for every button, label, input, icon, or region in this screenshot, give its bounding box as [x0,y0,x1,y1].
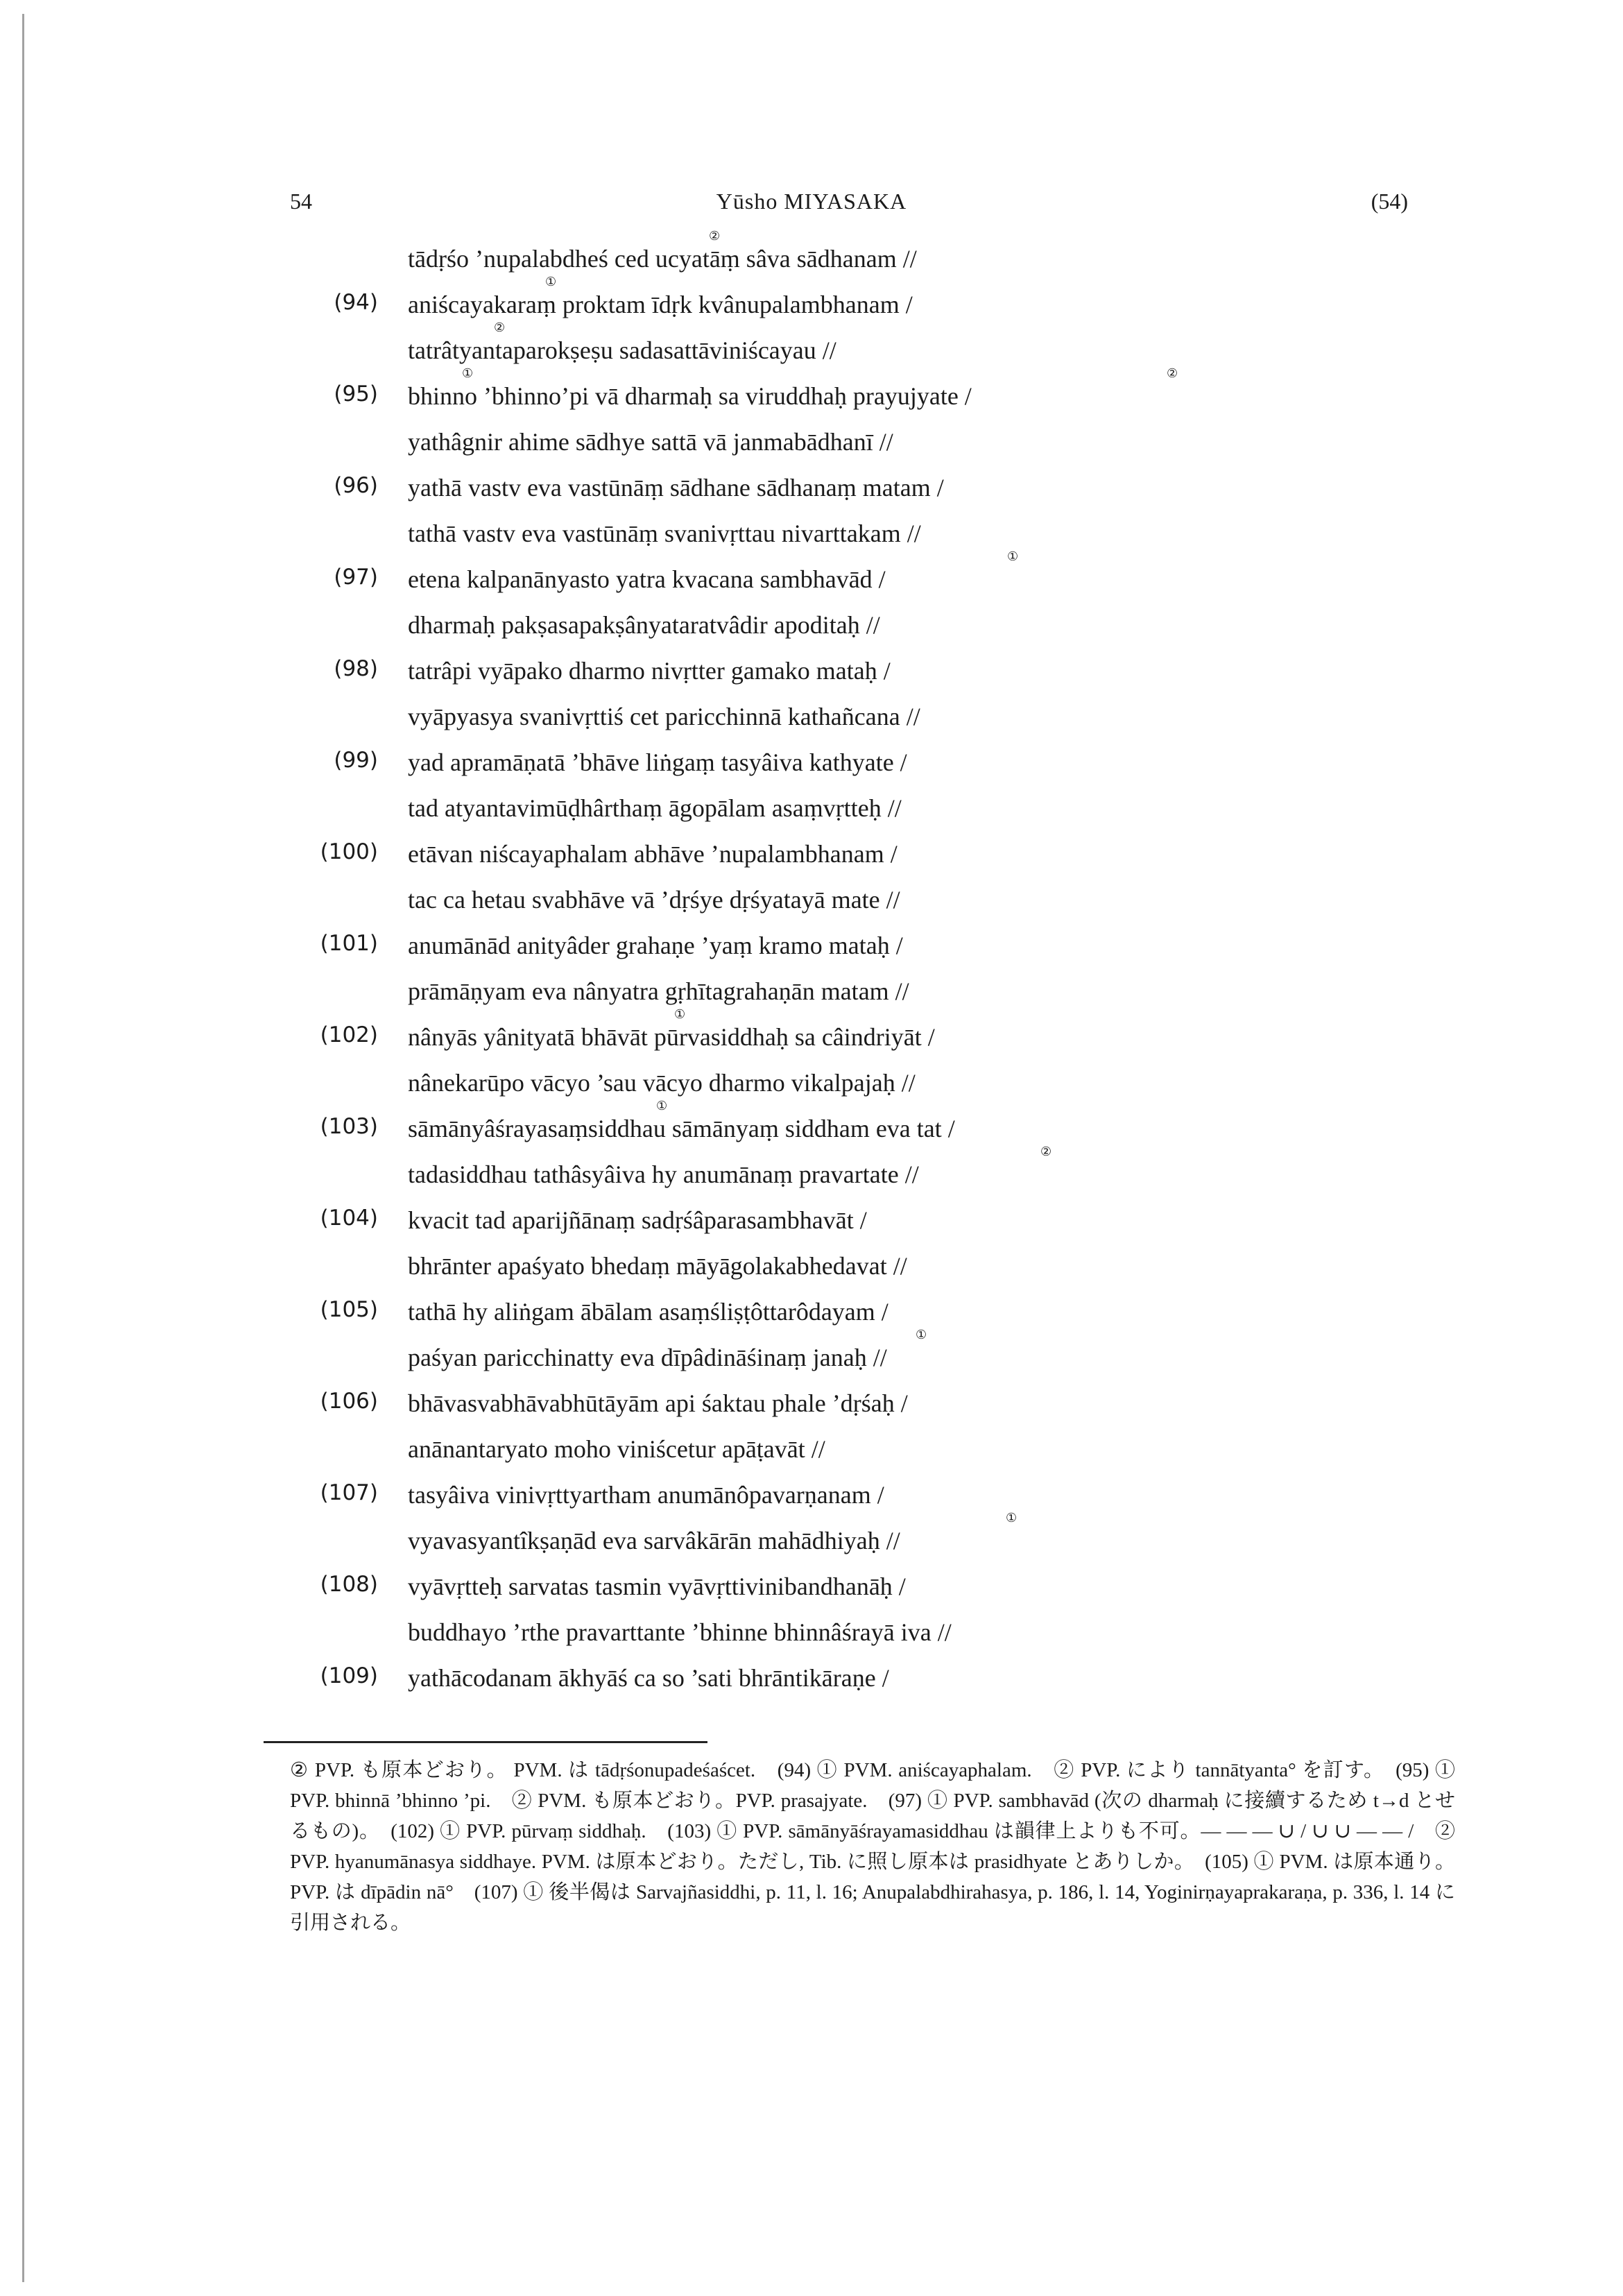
verse-line [0,968,1623,1011]
note-marker-circled-1: ① [656,1099,668,1113]
verse-number: (104) [320,1206,378,1231]
verse-number: (100) [320,839,378,864]
running-head-author: Yūsho MIYASAKA [716,189,907,214]
verse-text: paśyan paricchinatty eva dīpâdināśinaṃ janaḥ // [408,1344,887,1371]
verse-text: vyāpyasya svanivṛttiś cet paricchinnā kathañcana // [408,703,920,730]
verse-text: bhinno ’bhinno’pi vā dharmaḥ sa viruddhaḥ prayujyate / [408,382,972,410]
verse-line [0,1243,1623,1286]
note-marker-circled-1: ① [1007,549,1019,564]
note-marker-circled-1: ① [916,1328,927,1342]
verse-text: tathā vastv eva vastūnāṃ svanivṛttau nivarttakam // [408,520,921,547]
note-marker-circled-2: ② [709,229,721,243]
verse-line [0,1197,1623,1240]
verse-line [0,831,1623,874]
verse-number: (98) [334,656,378,681]
verse-line [0,1007,1623,1057]
verse-text: tādṛśo ’nupalabdheś ced ucyatāṃ sâva sādhanam // [408,245,917,273]
verse-text: nânyās yânityatā bhāvāt pūrvasiddhaḥ sa câindriyāt / [408,1023,935,1051]
verse-text: tathā hy aliṅgam ābālam asaṃśliṣṭôttarôdayam / [408,1298,888,1326]
verse-number: (102) [320,1022,378,1047]
verse-line [0,1609,1623,1652]
verse-text: tad atyantavimūḍhârthaṃ āgopālam asaṃvṛtteḥ // [408,794,902,822]
verse-line [0,1380,1623,1423]
verse-line [0,1426,1623,1469]
page-header [0,189,1623,223]
note-marker-circled-1: ① [462,366,474,381]
note-marker-circled-1: ① [1006,1511,1017,1525]
verse-number: (99) [334,748,378,773]
verse-text: bhrānter apaśyato bhedaṃ māyāgolakabhedavat // [408,1252,907,1280]
verse-text: vyavasyantîkṣaṇād eva sarvâkārān mahādhiyaḥ // [408,1527,900,1554]
verse-line [0,1472,1623,1515]
page-number-right: (54) [1371,189,1408,214]
footnote-rule [264,1741,707,1743]
verse-text: yathācodanam ākhyāś ca so ’sati bhrāntikāraṇe / [408,1664,889,1692]
verse-number: (94) [334,290,378,315]
verse-line [0,419,1623,462]
verse-line [0,694,1623,737]
verse-line [0,1328,1623,1378]
note-marker-circled-2: ② [1040,1145,1052,1159]
verse-text: anānantaryato moho viniścetur apāṭavāt // [408,1435,825,1463]
verse-line [0,1099,1623,1149]
verse-line [0,1289,1623,1332]
verse-text: aniścayakaraṃ proktam īdṛk kvânupalambhanam / [408,291,913,318]
verse-line [0,320,1623,370]
verse-text: yathā vastv eva vastūnāṃ sādhane sādhanaṃ matam / [408,474,944,502]
verse-number: (96) [334,473,378,498]
verse-text: sāmānyâśrayasaṃsiddhau sāmānyaṃ siddham eva tat / [408,1115,955,1142]
verse-line [0,877,1623,920]
note-marker-circled-1: ① [545,275,557,289]
verse-line [0,1511,1623,1561]
verse-text: etāvan niścayaphalam abhāve ’nupalambhanam / [408,840,898,868]
verse-number: (101) [320,931,378,956]
verse-line [0,366,1623,416]
verse-number: (109) [320,1663,378,1688]
verse-line [0,602,1623,645]
verse-line [0,511,1623,554]
verse-line [0,648,1623,691]
footnotes: ② PVP. も原本どおり。 PVM. は tādṛśonupadeśaścet. (94) ① PVM. aniścayaphalam. ② PVP. により tannātyanta° を訂す。 (95) ① PVP. bhinnā ’bhinno ’pi. ② PVM. も原本どおり。PVP. prasajyate. (97) ① PVP. sambhavād (次の dharmaḥ に接續するため t→d とせるもの)。 (102) ① PVP. pūrvaṃ siddhaḥ. (103) ① PVP. sāmānyāśrayamasiddhau は韻律上よりも不可。— — — ∪ / ∪ ∪ — — / ② PVP. hyanumānasya siddhaye. PVM. は原本どおり。ただし, Tib. に照し原本は prasidhyate とありしか。 (105) ① PVM. は原本通り。PVP. は dīpādin nā° (107) ① 後半偈は Sarvajñasiddhi, p. 11, l. 16; Anupalabdhirahasya, p. 186, l. 14, Yoginirṇayaprakaraṇa, p. 336, l. 14 に引用される。 [290,1759,1455,1934]
verse-line [0,1563,1623,1607]
verse-text: prāmāṇyam eva nânyatra gṛhītagrahaṇān matam // [408,977,909,1005]
verse-line [0,465,1623,508]
verse-text: nânekarūpo vācyo ’sau vācyo dharmo vikalpajaḥ // [408,1069,916,1097]
note-marker-circled-2: ② [1167,366,1178,381]
verse-text: kvacit tad aparijñānaṃ sadṛśâparasambhavāt / [408,1206,867,1234]
verse-text: buddhayo ’rthe pravarttante ’bhinne bhinnâśrayā iva // [408,1618,952,1646]
verse-text: tatrâtyantaparokṣeṣu sadasattāviniścayau // [408,336,836,364]
verse-text: etena kalpanānyasto yatra kvacana sambhavād / [408,565,886,593]
verse-line [0,1655,1623,1698]
verse-text: bhāvasvabhāvabhūtāyām api śaktau phale ’dṛśaḥ / [408,1389,908,1417]
verse-number: (97) [334,565,378,590]
note-marker-circled-2: ② [494,320,506,335]
verse-text: dharmaḥ pakṣasapakṣânyataratvâdir apoditaḥ // [408,611,880,639]
verse-number: (95) [334,382,378,406]
verse-line [0,1145,1623,1194]
verse-text: yad apramāṇatā ’bhāve liṅgaṃ tasyâiva kathyate / [408,748,907,776]
verse-text: tac ca hetau svabhāve vā ’dṛśye dṛśyatayā mate // [408,886,900,914]
verse-line [0,549,1623,599]
verse-text: yathâgnir ahime sādhye sattā vā janmabādhanī // [408,428,893,456]
verse-text: anumānād anityâder grahaṇe ’yaṃ kramo mataḥ / [408,932,903,959]
verse-line [0,1060,1623,1103]
verse-line [0,739,1623,782]
verse-text: tadasiddhau tathâsyâiva hy anumānaṃ pravartate // [408,1160,919,1188]
verse-text: tasyâiva vinivṛttyartham anumānôpavarṇanam / [408,1481,884,1509]
verse-line [0,785,1623,828]
verse-number: (106) [320,1389,378,1414]
verse-number: (105) [320,1297,378,1322]
verse-line [0,923,1623,966]
verse-line [0,275,1623,325]
verse-line [0,229,1623,279]
verse-number: (107) [320,1480,378,1505]
note-marker-circled-1: ① [674,1007,686,1022]
verse-number: (108) [320,1572,378,1597]
verse-text: tatrâpi vyāpako dharmo nivṛtter gamako mataḥ / [408,657,891,685]
page-number-left: 54 [290,189,312,214]
verse-number: (103) [320,1114,378,1139]
verse-text: vyāvṛtteḥ sarvatas tasmin vyāvṛttivinibandhanāḥ / [408,1573,906,1600]
